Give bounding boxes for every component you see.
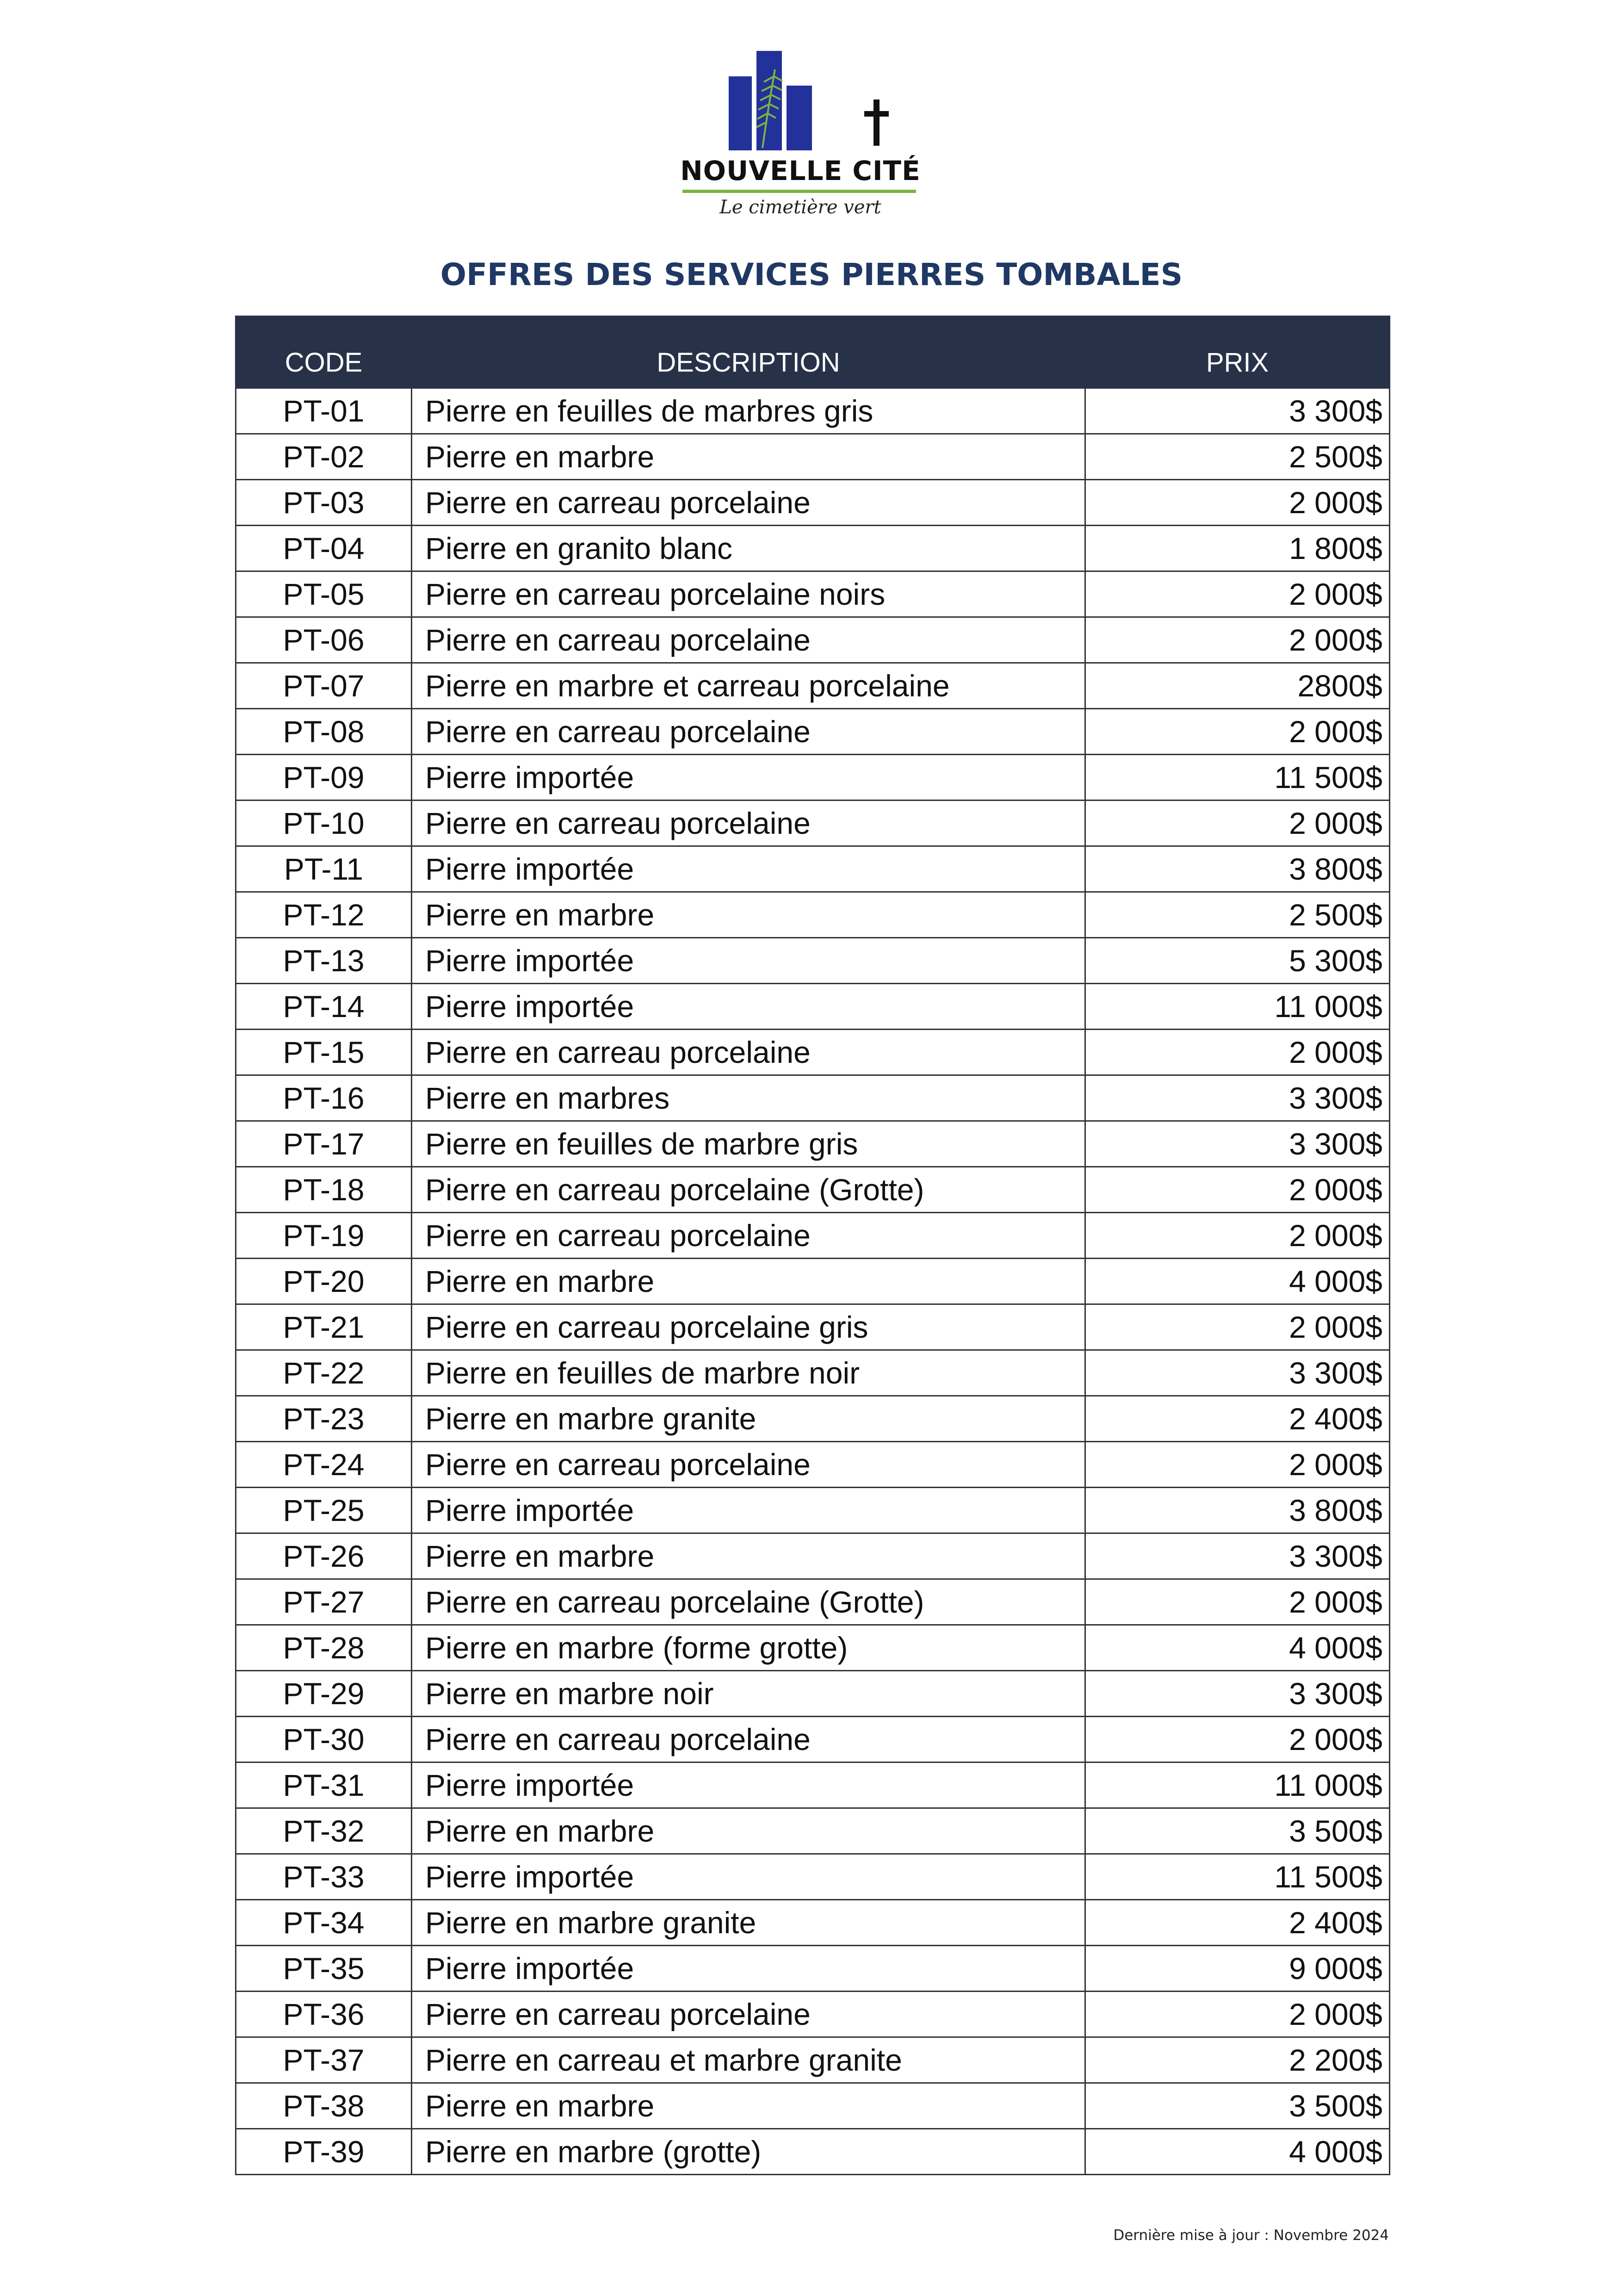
table-row (236, 1121, 1390, 1167)
row-code: PT-39 (236, 2129, 412, 2175)
row-code: PT-22 (236, 1350, 412, 1396)
row-price: 2 000$ (1085, 1304, 1390, 1350)
table-row (236, 2083, 1390, 2129)
table-row (236, 1762, 1390, 1808)
table-row (236, 1625, 1390, 1671)
row-price: 2 000$ (1085, 1167, 1390, 1213)
row-description: Pierre en marbre (412, 1533, 1085, 1579)
row-code: PT-37 (236, 2037, 412, 2083)
page-title: OFFRES DES SERVICES PIERRES TOMBALES (440, 257, 1183, 292)
row-price: 1 800$ (1085, 526, 1390, 571)
row-price: 2 000$ (1085, 571, 1390, 617)
row-code: PT-31 (236, 1762, 412, 1808)
row-price: 3 300$ (1085, 1121, 1390, 1167)
row-price: 2800$ (1085, 663, 1390, 709)
brand-name: NOUVELLE CITÉ (680, 155, 921, 186)
row-description: Pierre importée (412, 984, 1085, 1030)
row-description: Pierre en carreau porcelaine (412, 1030, 1085, 1075)
table-row (236, 984, 1390, 1030)
table-row (236, 1030, 1390, 1075)
last-updated: Dernière mise à jour : Novembre 2024 (1113, 2227, 1389, 2244)
table-row (236, 1075, 1390, 1121)
brand-tagline: Le cimetière vert (719, 197, 881, 218)
row-code: PT-26 (236, 1533, 412, 1579)
row-price: 2 000$ (1085, 617, 1390, 663)
table-row (236, 800, 1390, 846)
row-price: 2 500$ (1085, 434, 1390, 480)
row-code: PT-04 (236, 526, 412, 571)
row-price: 11 000$ (1085, 1762, 1390, 1808)
row-description: Pierre en carreau porcelaine noirs (412, 571, 1085, 617)
row-code: PT-24 (236, 1442, 412, 1488)
row-code: PT-09 (236, 755, 412, 800)
header-code: CODE (236, 316, 412, 388)
row-code: PT-36 (236, 1992, 412, 2037)
table-row (236, 1946, 1390, 1992)
table-row (236, 434, 1390, 480)
row-description: Pierre en marbre (grotte) (412, 2129, 1085, 2175)
row-price: 2 000$ (1085, 1717, 1390, 1762)
row-price: 5 300$ (1085, 938, 1390, 984)
row-description: Pierre en marbre granite (412, 1900, 1085, 1946)
row-description: Pierre en carreau et marbre granite (412, 2037, 1085, 2083)
row-code: PT-19 (236, 1213, 412, 1259)
row-code: PT-08 (236, 709, 412, 755)
table-row (236, 1992, 1390, 2037)
table-row (236, 892, 1390, 938)
row-code: PT-21 (236, 1304, 412, 1350)
row-description: Pierre importée (412, 1762, 1085, 1808)
table-header-row (236, 316, 1390, 388)
row-description: Pierre en carreau porcelaine (412, 1213, 1085, 1259)
table-row (236, 709, 1390, 755)
row-code: PT-17 (236, 1121, 412, 1167)
logo (680, 44, 921, 229)
row-code: PT-30 (236, 1717, 412, 1762)
row-description: Pierre en carreau porcelaine (412, 709, 1085, 755)
row-price: 2 000$ (1085, 1213, 1390, 1259)
table-row (236, 2129, 1390, 2175)
row-code: PT-33 (236, 1854, 412, 1900)
row-code: PT-27 (236, 1579, 412, 1625)
table-row (236, 1259, 1390, 1304)
row-code: PT-01 (236, 388, 412, 434)
row-price: 3 500$ (1085, 1808, 1390, 1854)
row-price: 4 000$ (1085, 1259, 1390, 1304)
row-description: Pierre en carreau porcelaine (412, 1992, 1085, 2037)
row-description: Pierre en marbre (forme grotte) (412, 1625, 1085, 1671)
row-description: Pierre importée (412, 1854, 1085, 1900)
row-price: 2 000$ (1085, 1579, 1390, 1625)
brand-underline (682, 190, 916, 193)
row-price: 11 000$ (1085, 984, 1390, 1030)
row-description: Pierre en marbre (412, 1259, 1085, 1304)
row-price: 4 000$ (1085, 2129, 1390, 2175)
row-price: 3 500$ (1085, 2083, 1390, 2129)
row-description: Pierre importée (412, 846, 1085, 892)
table-row (236, 1213, 1390, 1259)
price-table (235, 316, 1390, 2175)
row-code: PT-20 (236, 1259, 412, 1304)
cross-icon (864, 99, 889, 146)
row-price: 2 000$ (1085, 1442, 1390, 1488)
row-price: 2 000$ (1085, 1030, 1390, 1075)
row-description: Pierre en marbre et carreau porcelaine (412, 663, 1085, 709)
table-row (236, 1717, 1390, 1762)
row-code: PT-34 (236, 1900, 412, 1946)
row-description: Pierre en marbre granite (412, 1396, 1085, 1442)
row-code: PT-05 (236, 571, 412, 617)
row-code: PT-07 (236, 663, 412, 709)
row-price: 2 000$ (1085, 709, 1390, 755)
table-row (236, 2037, 1390, 2083)
row-price: 11 500$ (1085, 1854, 1390, 1900)
table-row (236, 571, 1390, 617)
row-code: PT-14 (236, 984, 412, 1030)
row-description: Pierre en carreau porcelaine (412, 1442, 1085, 1488)
row-price: 3 300$ (1085, 388, 1390, 434)
row-price: 3 300$ (1085, 1671, 1390, 1717)
row-price: 2 000$ (1085, 1992, 1390, 2037)
row-description: Pierre en carreau porcelaine (Grotte) (412, 1579, 1085, 1625)
row-price: 3 800$ (1085, 846, 1390, 892)
row-code: PT-18 (236, 1167, 412, 1213)
header-description: DESCRIPTION (412, 316, 1085, 388)
row-price: 2 400$ (1085, 1900, 1390, 1946)
row-price: 2 000$ (1085, 480, 1390, 526)
table-row (236, 938, 1390, 984)
row-code: PT-23 (236, 1396, 412, 1442)
row-description: Pierre en marbre (412, 1808, 1085, 1854)
table-row (236, 1854, 1390, 1900)
row-description: Pierre en feuilles de marbres gris (412, 388, 1085, 434)
row-description: Pierre en marbre (412, 2083, 1085, 2129)
row-code: PT-03 (236, 480, 412, 526)
table-row (236, 1900, 1390, 1946)
row-description: Pierre importée (412, 938, 1085, 984)
row-code: PT-32 (236, 1808, 412, 1854)
row-description: Pierre en carreau porcelaine gris (412, 1304, 1085, 1350)
table-row (236, 617, 1390, 663)
row-price: 9 000$ (1085, 1946, 1390, 1992)
row-code: PT-35 (236, 1946, 412, 1992)
row-description: Pierre en feuilles de marbre gris (412, 1121, 1085, 1167)
row-description: Pierre importée (412, 755, 1085, 800)
table-row (236, 480, 1390, 526)
row-description: Pierre en marbre (412, 434, 1085, 480)
row-code: PT-16 (236, 1075, 412, 1121)
row-price: 2 000$ (1085, 800, 1390, 846)
table-row (236, 1396, 1390, 1442)
row-code: PT-02 (236, 434, 412, 480)
row-code: PT-28 (236, 1625, 412, 1671)
row-price: 4 000$ (1085, 1625, 1390, 1671)
row-price: 3 300$ (1085, 1533, 1390, 1579)
header-price: PRIX (1085, 316, 1390, 388)
table-row (236, 846, 1390, 892)
row-description: Pierre en carreau porcelaine (412, 480, 1085, 526)
table-row (236, 1579, 1390, 1625)
table-row (236, 1442, 1390, 1488)
table-row (236, 1350, 1390, 1396)
table-row (236, 1167, 1390, 1213)
row-price: 2 400$ (1085, 1396, 1390, 1442)
row-description: Pierre en marbre (412, 892, 1085, 938)
row-description: Pierre en granito blanc (412, 526, 1085, 571)
row-description: Pierre en feuilles de marbre noir (412, 1350, 1085, 1396)
row-description: Pierre en carreau porcelaine (412, 617, 1085, 663)
row-description: Pierre en carreau porcelaine (412, 800, 1085, 846)
row-description: Pierre en marbres (412, 1075, 1085, 1121)
table-row (236, 1488, 1390, 1533)
row-code: PT-11 (236, 846, 412, 892)
row-code: PT-10 (236, 800, 412, 846)
row-code: PT-12 (236, 892, 412, 938)
table-row (236, 1304, 1390, 1350)
row-code: PT-13 (236, 938, 412, 984)
row-price: 11 500$ (1085, 755, 1390, 800)
row-code: PT-29 (236, 1671, 412, 1717)
table-row (236, 663, 1390, 709)
table-row (236, 1533, 1390, 1579)
row-description: Pierre en carreau porcelaine (412, 1717, 1085, 1762)
row-code: PT-25 (236, 1488, 412, 1533)
table-row (236, 388, 1390, 434)
row-price: 2 500$ (1085, 892, 1390, 938)
row-code: PT-06 (236, 617, 412, 663)
row-description: Pierre en carreau porcelaine (Grotte) (412, 1167, 1085, 1213)
table-row (236, 526, 1390, 571)
table-row (236, 755, 1390, 800)
row-description: Pierre importée (412, 1946, 1085, 1992)
row-price: 3 800$ (1085, 1488, 1390, 1533)
table-row (236, 1671, 1390, 1717)
row-description: Pierre importée (412, 1488, 1085, 1533)
row-price: 3 300$ (1085, 1350, 1390, 1396)
row-code: PT-15 (236, 1030, 412, 1075)
row-price: 3 300$ (1085, 1075, 1390, 1121)
row-description: Pierre en marbre noir (412, 1671, 1085, 1717)
row-price: 2 200$ (1085, 2037, 1390, 2083)
row-code: PT-38 (236, 2083, 412, 2129)
table-row (236, 1808, 1390, 1854)
building-icon (680, 44, 921, 155)
